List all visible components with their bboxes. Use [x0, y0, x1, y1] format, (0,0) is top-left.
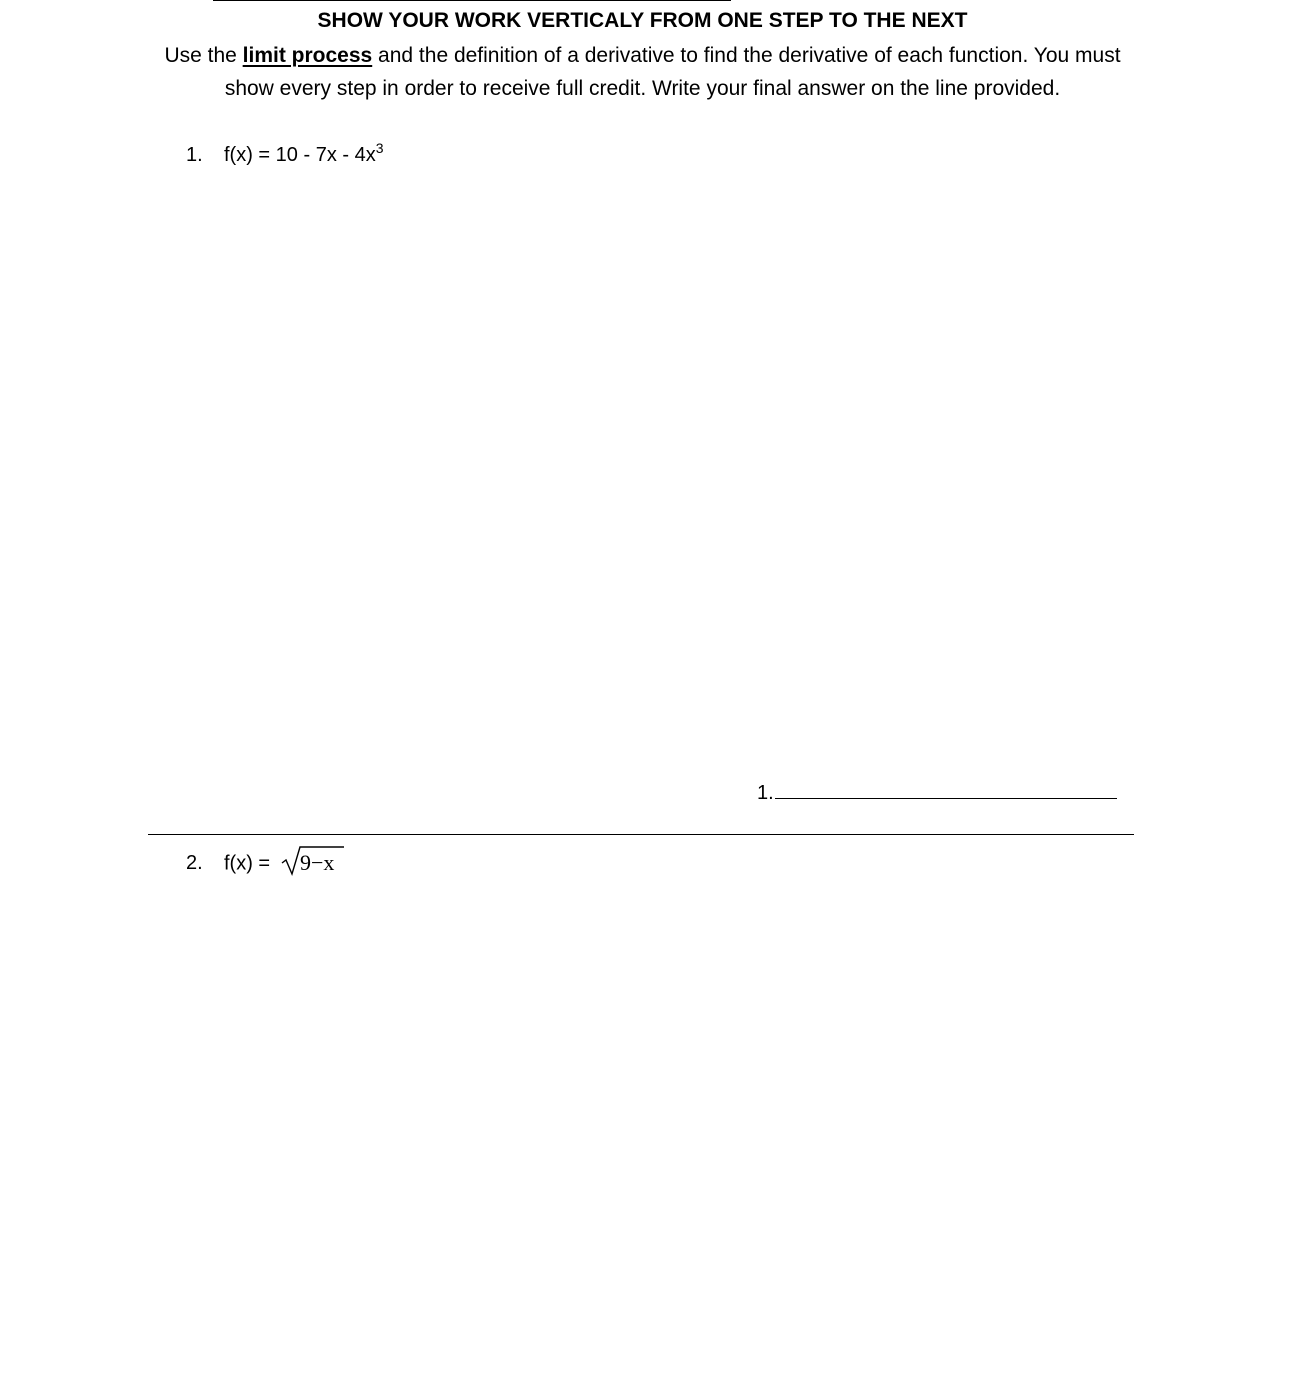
answer-line-1[interactable]: [757, 776, 1117, 806]
section-divider: [148, 834, 1134, 835]
problem-1: [186, 142, 384, 168]
top-rule: [213, 0, 731, 1]
answer-1-blank[interactable]: [775, 776, 1117, 799]
instructions-text-end: and the definition of a derivative to find the derivative of each function. You must show every step in order to receive full credit. Write your final answer on the line provided.: [224, 44, 1121, 100]
instructions-text-start: Use the: [164, 44, 243, 67]
radicand: 9−x: [299, 850, 335, 875]
problem-2-function: f(x) =: [224, 852, 271, 875]
problem-1-exponent: 3: [375, 140, 384, 156]
square-root-expression: [280, 845, 346, 877]
instructions-emphasis: limit process: [242, 44, 373, 67]
page-title: SHOW YOUR WORK VERTICALY FROM ONE STEP TO THE NEXT: [317, 9, 968, 32]
problem-2-number: 2.: [186, 852, 203, 875]
problem-1-function: f(x) = 10 - 7x - 4x: [224, 144, 376, 166]
instructions: [155, 39, 1130, 105]
problem-2: [186, 848, 346, 880]
answer-1-label: 1.: [757, 782, 774, 804]
problem-1-number: 1.: [186, 144, 203, 166]
